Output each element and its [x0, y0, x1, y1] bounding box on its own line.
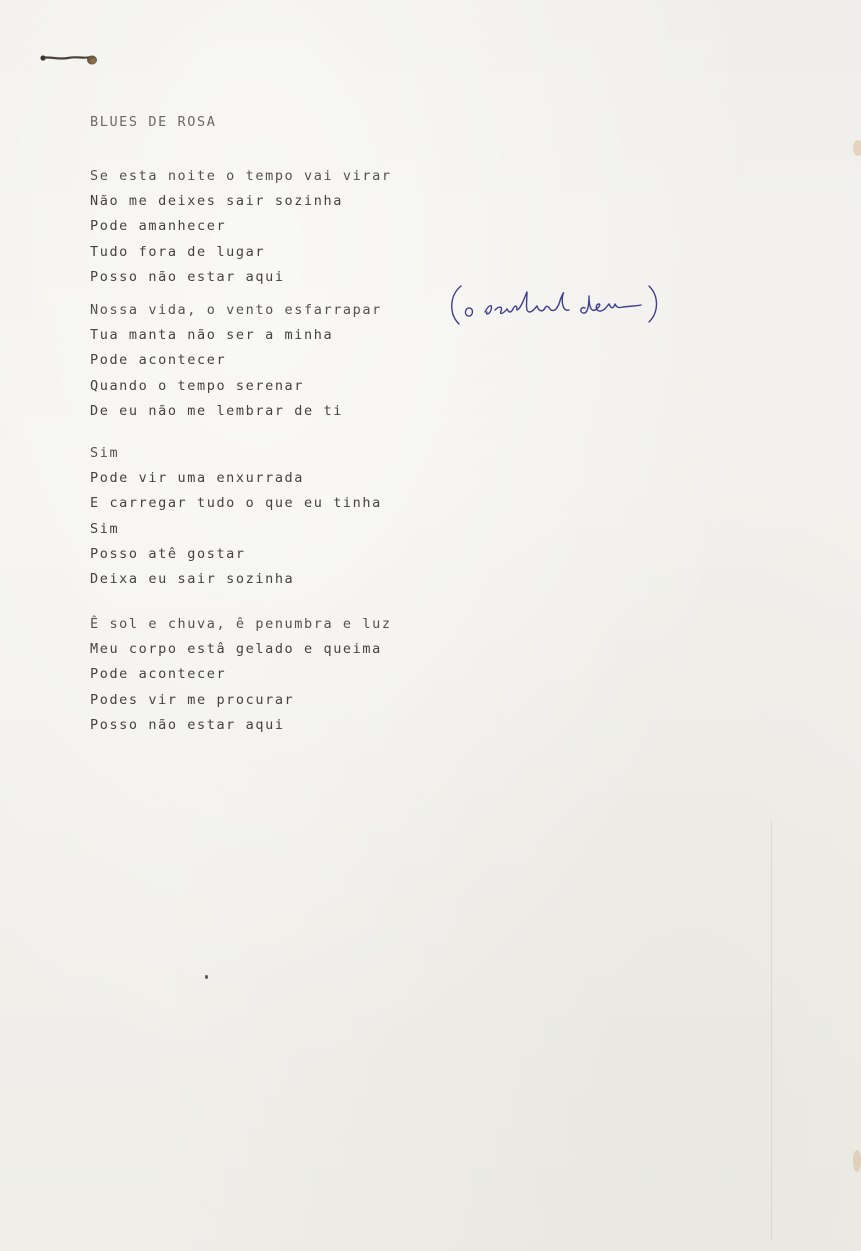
verse-line: Não me deixes sair sozinha	[90, 193, 343, 210]
stanza-2	[90, 298, 382, 424]
stanza-3	[90, 441, 382, 592]
edge-stain	[853, 1150, 861, 1172]
verse-line: Posso não estar aqui	[90, 716, 285, 733]
verse-line: Pode acontecer	[90, 666, 227, 683]
verse-line: Tudo fora de lugar	[90, 243, 266, 260]
stanza-4	[90, 612, 392, 738]
verse-line: Se esta noite o tempo vai virar	[90, 168, 392, 184]
verse-line: Sim	[90, 445, 120, 461]
verse-line: Sim	[90, 520, 120, 537]
verse-line: Pode vir uma enxurrada	[90, 470, 305, 487]
verse-line: Ê sol e chuva, ê penumbra e luz	[90, 616, 392, 632]
verse-line: Tua manta não ser a minha	[90, 327, 334, 344]
verse-line: Posso atê gostar	[90, 545, 246, 562]
document-title: BLUES DE ROSA	[90, 114, 217, 130]
verse-line: De eu não me lembrar de ti	[90, 402, 343, 419]
verse-line: E carregar tudo o que eu tinha	[90, 495, 382, 512]
verse-line: Nossa vida, o vento esfarrapar	[90, 302, 382, 318]
verse-line: Quando o tempo serenar	[90, 377, 305, 394]
stanza-1	[90, 164, 392, 290]
edge-stain	[853, 140, 861, 156]
handwritten-note	[445, 282, 667, 326]
verse-line: Posso não estar aqui	[90, 268, 285, 285]
verse-line: Meu corpo estâ gelado e queima	[90, 641, 382, 658]
verse-line: Pode acontecer	[90, 352, 227, 369]
ink-speck	[205, 975, 208, 979]
ink-smudge	[38, 50, 100, 68]
paper-fold-line	[771, 820, 772, 1240]
verse-line: Deixa eu sair sozinha	[90, 571, 295, 588]
verse-line: Podes vir me procurar	[90, 691, 295, 708]
verse-line: Pode amanhecer	[90, 218, 227, 235]
